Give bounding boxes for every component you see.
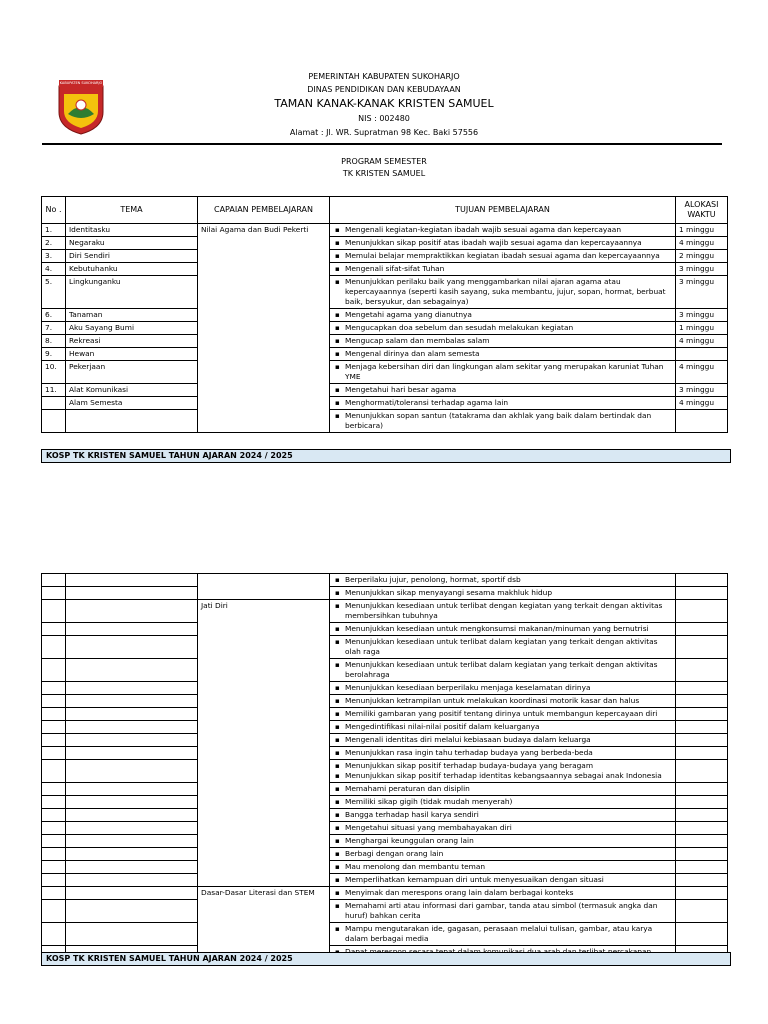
- nis-number: NIS : 002480: [358, 114, 410, 123]
- row-no: [42, 410, 66, 433]
- row-tema: Rekreasi: [66, 335, 198, 348]
- row-capaian: [198, 682, 330, 695]
- tujuan-bullet: ▪ Menjaga kebersihan diri dan lingkungan alam sekitar yang merupakan karuniat Tuhan YME: [333, 362, 672, 382]
- table-row: [42, 574, 728, 587]
- table-row: [42, 322, 728, 335]
- tujuan-bullet: ▪ Menunjukkan perilaku baik yang menggambarkan nilai ajaran agama atau kepercayaannya (seperti kasih sayang, suka membantu, jujur, sopan, hormat, berbuat baik, bersyukur, dan sebagainya): [333, 277, 672, 307]
- row-tujuan: [330, 721, 676, 734]
- row-no: [42, 822, 66, 835]
- row-tujuan: [330, 276, 676, 309]
- row-alokasi: [676, 721, 728, 734]
- tujuan-bullet: ▪ Memahami arti atau informasi dari gambar, tanda atau simbol (termasuk angka dan huruf) bahkan cerita: [333, 901, 672, 921]
- row-tema: [66, 708, 198, 721]
- row-capaian: [198, 335, 330, 348]
- row-tujuan: [330, 796, 676, 809]
- row-tujuan: [330, 923, 676, 946]
- row-alokasi: [676, 623, 728, 636]
- row-no: [42, 574, 66, 587]
- tujuan-bullet: ▪ Menunjukkan sikap positif atas ibadah wajib sesuai agama dan kepercayaannya: [333, 238, 672, 248]
- row-tema: [66, 796, 198, 809]
- row-no: [42, 848, 66, 861]
- row-alokasi: 4 minggu: [676, 397, 728, 410]
- table-row: [42, 708, 728, 721]
- row-no: 4.: [42, 263, 66, 276]
- tujuan-bullet: ▪ Menunjukkan sikap positif terhadap identitas kebangsaannya sebagai anak Indonesia: [333, 771, 672, 781]
- tujuan-bullet: ▪ Mengedintifikasi nilai-nilai positif dalam keluarganya: [333, 722, 672, 732]
- table-row: [42, 250, 728, 263]
- row-tema: [66, 695, 198, 708]
- row-no: [42, 887, 66, 900]
- table-row: [42, 809, 728, 822]
- tujuan-bullet: ▪ Mengetahui situasi yang membahayakan diri: [333, 823, 672, 833]
- row-capaian: [198, 309, 330, 322]
- tujuan-bullet: ▪ Menunjukkan ketrampilan untuk melakukan koordinasi motorik kasar dan halus: [333, 696, 672, 706]
- row-alokasi: [676, 796, 728, 809]
- row-no: 11.: [42, 384, 66, 397]
- row-capaian: [198, 574, 330, 587]
- row-alokasi: 4 minggu: [676, 361, 728, 384]
- table-row: [42, 923, 728, 946]
- row-capaian: [198, 734, 330, 747]
- row-capaian: [198, 348, 330, 361]
- row-tujuan: [330, 250, 676, 263]
- row-capaian: [198, 796, 330, 809]
- row-alokasi: 1 minggu: [676, 224, 728, 237]
- row-tujuan: [330, 361, 676, 384]
- row-capaian: [198, 822, 330, 835]
- col-no: No .: [42, 197, 66, 224]
- row-alokasi: [676, 848, 728, 861]
- row-capaian: [198, 384, 330, 397]
- table-row: [42, 887, 728, 900]
- row-tema: Identitasku: [66, 224, 198, 237]
- row-no: 8.: [42, 335, 66, 348]
- row-capaian: Dasar-Dasar Literasi dan STEM: [198, 887, 330, 900]
- row-no: 5.: [42, 276, 66, 309]
- row-tujuan: [330, 861, 676, 874]
- row-no: [42, 796, 66, 809]
- row-capaian: [198, 835, 330, 848]
- row-tema: Diri Sendiri: [66, 250, 198, 263]
- row-alokasi: 3 minggu: [676, 276, 728, 309]
- table-row: [42, 835, 728, 848]
- row-alokasi: [676, 574, 728, 587]
- table-row: [42, 410, 728, 433]
- row-no: [42, 900, 66, 923]
- row-capaian: [198, 237, 330, 250]
- doc-subtitle: TK KRISTEN SAMUEL: [342, 169, 426, 178]
- tujuan-bullet: ▪ Menunjukkan kesediaan untuk terlibat dalam kegiatan yang terkait dengan aktivitas berolahraga: [333, 660, 672, 680]
- row-capaian: [198, 397, 330, 410]
- row-tujuan: [330, 263, 676, 276]
- row-tujuan: [330, 348, 676, 361]
- header-line-2: DINAS PENDIDIKAN DAN KEBUDAYAAN: [307, 85, 461, 94]
- row-alokasi: [676, 695, 728, 708]
- row-alokasi: [676, 923, 728, 946]
- row-tema: [66, 682, 198, 695]
- row-alokasi: [676, 636, 728, 659]
- tujuan-bullet: ▪ Mengenal dirinya dan alam semesta: [333, 349, 672, 359]
- row-alokasi: [676, 708, 728, 721]
- tujuan-bullet: ▪ Mengenali kegiatan-kegiatan ibadah wajib sesuai agama dan kepercayaan: [333, 225, 672, 235]
- row-tema: [66, 574, 198, 587]
- row-alokasi: [676, 659, 728, 682]
- table-row: [42, 695, 728, 708]
- row-alokasi: [676, 747, 728, 760]
- row-capaian: [198, 636, 330, 659]
- row-tujuan: [330, 309, 676, 322]
- row-alokasi: 3 minggu: [676, 309, 728, 322]
- tujuan-bullet: ▪ Bangga terhadap hasil karya sendiri: [333, 810, 672, 820]
- col-alokasi: ALOKASI WAKTU: [676, 197, 728, 224]
- row-tema: Aku Sayang Bumi: [66, 322, 198, 335]
- row-tujuan: [330, 600, 676, 623]
- row-tujuan: [330, 783, 676, 796]
- row-capaian: [198, 874, 330, 887]
- table-row: [42, 734, 728, 747]
- row-alokasi: 4 minggu: [676, 335, 728, 348]
- row-tema: [66, 822, 198, 835]
- row-alokasi: 3 minggu: [676, 384, 728, 397]
- row-tema: [66, 659, 198, 682]
- table-row: [42, 335, 728, 348]
- table-row: [42, 874, 728, 887]
- row-alokasi: 2 minggu: [676, 250, 728, 263]
- tujuan-bullet: ▪ Menunjukkan sopan santun (tatakrama dan akhlak yang baik dalam bertindak dan berbicara): [333, 411, 672, 431]
- row-alokasi: [676, 900, 728, 923]
- row-alokasi: 3 minggu: [676, 263, 728, 276]
- row-tujuan: [330, 734, 676, 747]
- program-semester-table-continued: [41, 573, 728, 959]
- row-capaian: [198, 747, 330, 760]
- tujuan-bullet: ▪ Mengenali identitas diri melalui kebiasaan budaya dalam keluarga: [333, 735, 672, 745]
- row-alokasi: [676, 348, 728, 361]
- tujuan-bullet: ▪ Memperlihatkan kemampuan diri untuk menyesuaikan dengan situasi: [333, 875, 672, 885]
- table-row: [42, 822, 728, 835]
- row-tujuan: [330, 695, 676, 708]
- row-tema: [66, 747, 198, 760]
- row-no: 7.: [42, 322, 66, 335]
- col-tema: TEMA: [66, 197, 198, 224]
- table-row: [42, 224, 728, 237]
- table-row: [42, 263, 728, 276]
- letterhead-rule: [42, 143, 722, 145]
- tujuan-bullet: ▪ Mengenali sifat-sifat Tuhan: [333, 264, 672, 274]
- row-no: 2.: [42, 237, 66, 250]
- row-no: [42, 747, 66, 760]
- row-tujuan: [330, 848, 676, 861]
- tujuan-bullet: ▪ Memulai belajar mempraktikkan kegiatan ibadah sesuai agama dan kepercayaannya: [333, 251, 672, 261]
- tujuan-bullet: ▪ Memiliki sikap gigih (tidak mudah menyerah): [333, 797, 672, 807]
- row-capaian: [198, 809, 330, 822]
- row-alokasi: [676, 835, 728, 848]
- row-tema: [66, 623, 198, 636]
- row-capaian: [198, 900, 330, 923]
- row-tema: [66, 861, 198, 874]
- table-row: [42, 747, 728, 760]
- row-no: 9.: [42, 348, 66, 361]
- tujuan-bullet: ▪ Berperilaku jujur, penolong, hormat, sportif dsb: [333, 575, 672, 585]
- row-tujuan: [330, 335, 676, 348]
- row-no: 6.: [42, 309, 66, 322]
- table-row: [42, 721, 728, 734]
- row-tema: Hewan: [66, 348, 198, 361]
- row-no: [42, 659, 66, 682]
- row-no: [42, 760, 66, 783]
- tujuan-bullet: ▪ Menunjukkan kesediaan untuk terlibat dalam kegiatan yang terkait dengan aktivitas olah raga: [333, 637, 672, 657]
- logo-caption: KABUPATEN SUKOHARJO: [59, 81, 103, 85]
- row-tema: [66, 600, 198, 623]
- doc-title: PROGRAM SEMESTER: [341, 157, 427, 166]
- col-capaian: CAPAIAN PEMBELAJARAN: [198, 197, 330, 224]
- row-tema: Pekerjaan: [66, 361, 198, 384]
- row-alokasi: [676, 874, 728, 887]
- row-no: [42, 708, 66, 721]
- row-tema: [66, 900, 198, 923]
- table-row: [42, 237, 728, 250]
- tujuan-bullet: ▪ Menunjukkan kesediaan untuk terlibat dengan kegiatan yang terkait dengan aktivitas membersihkan tubuhnya: [333, 601, 672, 621]
- tujuan-bullet: ▪ Memahami peraturan dan disiplin: [333, 784, 672, 794]
- row-tema: Tanaman: [66, 309, 198, 322]
- row-tema: [66, 923, 198, 946]
- row-capaian: [198, 861, 330, 874]
- school-name: TAMAN KANAK-KANAK KRISTEN SAMUEL: [274, 97, 494, 110]
- row-capaian: [198, 848, 330, 861]
- tujuan-bullet: ▪ Menunjukkan sikap menyayangi sesama makhluk hidup: [333, 588, 672, 598]
- footer-bar-2: KOSP TK KRISTEN SAMUEL TAHUN AJARAN 2024 / 2025: [41, 952, 731, 966]
- row-tema: [66, 760, 198, 783]
- row-tujuan: [330, 636, 676, 659]
- row-tujuan: [330, 809, 676, 822]
- table-row: [42, 796, 728, 809]
- row-tujuan: [330, 887, 676, 900]
- table-header-row: [42, 197, 728, 224]
- tujuan-bullet: ▪ Menyimak dan merespons orang lain dalam berbagai konteks: [333, 888, 672, 898]
- row-capaian: [198, 760, 330, 783]
- tujuan-bullet: ▪ Mengucap salam dan membalas salam: [333, 336, 672, 346]
- school-address: Alamat : Jl. WR. Supratman 98 Kec. Baki 57556: [289, 128, 479, 137]
- row-capaian: [198, 263, 330, 276]
- table-row: [42, 861, 728, 874]
- row-tema: [66, 721, 198, 734]
- table-row: [42, 348, 728, 361]
- tujuan-bullet: ▪ Menunjukkan rasa ingin tahu terhadap budaya yang berbeda-beda: [333, 748, 672, 758]
- row-tema: [66, 874, 198, 887]
- table-row: [42, 384, 728, 397]
- table-row: [42, 848, 728, 861]
- table-row: [42, 900, 728, 923]
- row-capaian: Nilai Agama dan Budi Pekerti: [198, 224, 330, 237]
- table-row: [42, 309, 728, 322]
- row-no: [42, 623, 66, 636]
- row-tujuan: [330, 322, 676, 335]
- row-tema: [66, 848, 198, 861]
- tujuan-bullet: ▪ Menunjukkan sikap positif terhadap budaya-budaya yang beragam: [333, 761, 672, 771]
- row-tema: Lingkunganku: [66, 276, 198, 309]
- row-tema: Alat Komunikasi: [66, 384, 198, 397]
- row-capaian: [198, 361, 330, 384]
- row-no: [42, 809, 66, 822]
- row-no: [42, 682, 66, 695]
- row-tujuan: [330, 760, 676, 783]
- row-tujuan: [330, 747, 676, 760]
- row-no: [42, 861, 66, 874]
- row-no: [42, 734, 66, 747]
- row-tujuan: [330, 574, 676, 587]
- col-tujuan: TUJUAN PEMBELAJARAN: [330, 197, 676, 224]
- row-no: [42, 397, 66, 410]
- row-capaian: [198, 276, 330, 309]
- footer-bar: KOSP TK KRISTEN SAMUEL TAHUN AJARAN 2024 / 2025: [41, 449, 731, 463]
- row-tema: Alam Semesta: [66, 397, 198, 410]
- row-alokasi: [676, 783, 728, 796]
- table-row: [42, 600, 728, 623]
- tujuan-bullet: ▪ Mengucapkan doa sebelum dan sesudah melakukan kegiatan: [333, 323, 672, 333]
- row-alokasi: [676, 760, 728, 783]
- tujuan-bullet: ▪ Menghargai keunggulan orang lain: [333, 836, 672, 846]
- tujuan-bullet: ▪ Menunjukkan kesediaan untuk mengkonsumsi makanan/minuman yang bernutrisi: [333, 624, 672, 634]
- row-tujuan: [330, 587, 676, 600]
- row-tujuan: [330, 397, 676, 410]
- row-alokasi: 1 minggu: [676, 322, 728, 335]
- row-capaian: [198, 250, 330, 263]
- row-alokasi: [676, 887, 728, 900]
- row-tujuan: [330, 822, 676, 835]
- row-alokasi: 4 minggu: [676, 237, 728, 250]
- row-tema: [66, 887, 198, 900]
- row-tema: [66, 587, 198, 600]
- row-capaian: [198, 721, 330, 734]
- row-no: 3.: [42, 250, 66, 263]
- row-tujuan: [330, 410, 676, 433]
- row-tema: Kebutuhanku: [66, 263, 198, 276]
- table-row: [42, 397, 728, 410]
- tujuan-bullet: ▪ Berbagi dengan orang lain: [333, 849, 672, 859]
- row-capaian: [198, 695, 330, 708]
- row-no: 1.: [42, 224, 66, 237]
- table-row: [42, 587, 728, 600]
- row-tema: [66, 410, 198, 433]
- row-no: [42, 600, 66, 623]
- row-alokasi: [676, 809, 728, 822]
- row-capaian: [198, 410, 330, 433]
- row-no: [42, 835, 66, 848]
- table-row: [42, 276, 728, 309]
- row-tujuan: [330, 900, 676, 923]
- tujuan-bullet: ▪ Mampu mengutarakan ide, gagasan, perasaan melalui tulisan, gambar, atau karya dalam berbagai media: [333, 924, 672, 944]
- table-row: [42, 636, 728, 659]
- tujuan-bullet: ▪ Menunjukkan kesediaan berperilaku menjaga keselamatan dirinya: [333, 683, 672, 693]
- row-no: [42, 923, 66, 946]
- table-row: [42, 361, 728, 384]
- row-tujuan: [330, 682, 676, 695]
- row-no: [42, 783, 66, 796]
- row-tema: [66, 734, 198, 747]
- row-capaian: [198, 623, 330, 636]
- program-semester-table: [41, 196, 728, 433]
- row-alokasi: [676, 861, 728, 874]
- row-tujuan: [330, 874, 676, 887]
- row-alokasi: [676, 587, 728, 600]
- row-tema: [66, 809, 198, 822]
- row-no: 10.: [42, 361, 66, 384]
- table-row: [42, 783, 728, 796]
- row-tujuan: [330, 237, 676, 250]
- tujuan-bullet: ▪ Memiliki gambaran yang positif tentang dirinya untuk membangun kepercayaan diri: [333, 709, 672, 719]
- row-capaian: [198, 783, 330, 796]
- table-row: [42, 623, 728, 636]
- row-capaian: [198, 587, 330, 600]
- row-alokasi: [676, 734, 728, 747]
- row-capaian: [198, 923, 330, 946]
- tujuan-bullet: ▪ Mau menolong dan membantu teman: [333, 862, 672, 872]
- tujuan-bullet: ▪ Mengetahui hari besar agama: [333, 385, 672, 395]
- row-no: [42, 874, 66, 887]
- header-line-1: PEMERINTAH KABUPATEN SUKOHARJO: [308, 72, 460, 81]
- row-no: [42, 587, 66, 600]
- row-tema: [66, 783, 198, 796]
- row-tujuan: [330, 835, 676, 848]
- table-row: [42, 682, 728, 695]
- row-capaian: [198, 322, 330, 335]
- row-tema: [66, 835, 198, 848]
- row-tujuan: [330, 708, 676, 721]
- row-tema: [66, 636, 198, 659]
- row-no: [42, 695, 66, 708]
- row-alokasi: [676, 410, 728, 433]
- row-capaian: [198, 659, 330, 682]
- row-alokasi: [676, 822, 728, 835]
- row-alokasi: [676, 600, 728, 623]
- row-tema: Negaraku: [66, 237, 198, 250]
- tujuan-bullet: ▪ Mengetahi agama yang dianutnya: [333, 310, 672, 320]
- row-capaian: Jati Diri: [198, 600, 330, 623]
- row-no: [42, 721, 66, 734]
- row-tujuan: [330, 623, 676, 636]
- row-tujuan: [330, 224, 676, 237]
- row-tujuan: [330, 384, 676, 397]
- row-no: [42, 636, 66, 659]
- row-alokasi: [676, 682, 728, 695]
- tujuan-bullet: ▪ Menghormati/toleransi terhadap agama lain: [333, 398, 672, 408]
- table-row: [42, 659, 728, 682]
- row-tujuan: [330, 659, 676, 682]
- table-row: [42, 760, 728, 783]
- row-capaian: [198, 708, 330, 721]
